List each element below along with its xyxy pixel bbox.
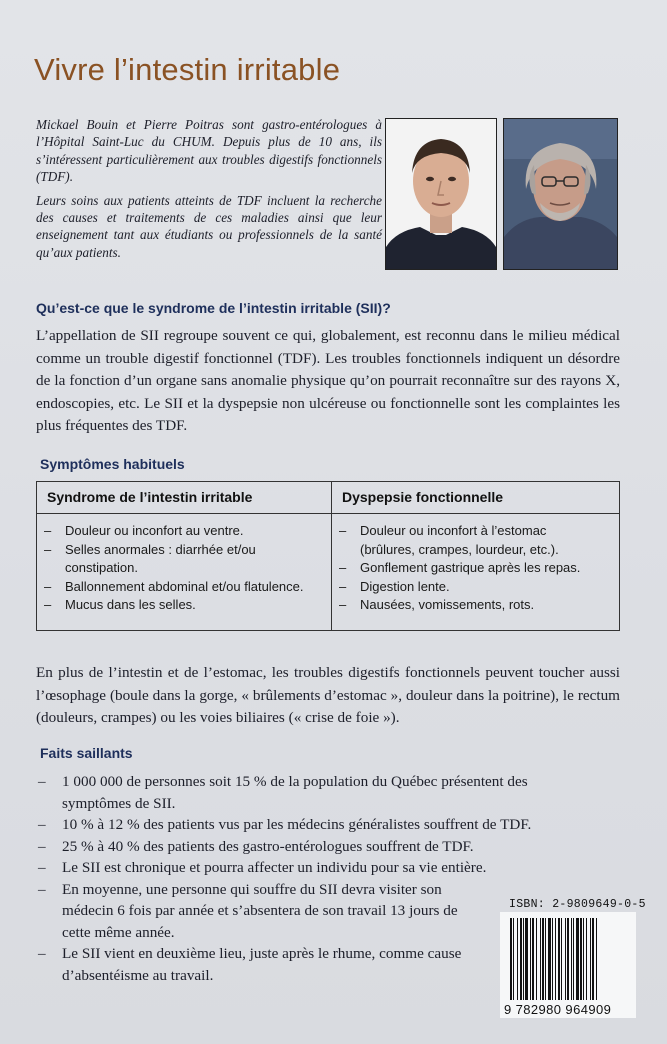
- list-item: – Digestion lente.: [332, 578, 619, 597]
- list-item: – Nausées, vomissements, rots.: [332, 596, 619, 615]
- column-header-dyspepsia: Dyspepsie fonctionnelle: [332, 482, 619, 514]
- barcode: [500, 912, 636, 1018]
- sii-symptom-list: [37, 522, 331, 615]
- list-item: – Le SII est chronique et pourra affecter un individu pour sa vie entière.: [36, 857, 556, 879]
- list-item: – 25 % à 40 % des patients des gastro-entérologues souffrent de TDF.: [36, 836, 556, 858]
- column-dyspepsia: [332, 482, 619, 630]
- column-header-sii: Syndrome de l’intestin irritable: [37, 482, 331, 514]
- author-photo-pierre-poitras: [503, 118, 618, 270]
- list-item: – Mucus dans les selles.: [37, 596, 331, 615]
- barcode-number: 9 782980 964909: [504, 1002, 612, 1017]
- portrait-1-image: [386, 119, 496, 269]
- facts-list: [36, 771, 556, 986]
- list-item: – Gonflement gastrique après les repas.: [332, 559, 619, 578]
- list-item: – 10 % à 12 % des patients vus par les médecins généralistes souffrent de TDF.: [36, 814, 556, 836]
- list-item: – En moyenne, une personne qui souffre du SII devra visiter son médecin 6 fois par année et s’absentera de son travail 13 jours de cette même année.: [36, 879, 472, 944]
- section-heading-sii: Qu’est-ce que le syndrome de l’intestin irritable (SII)?: [36, 300, 391, 316]
- bio-paragraph-1: Mickael Bouin et Pierre Poitras sont gastro-entérologues à l’Hôpital Saint-Luc du CHUM. Depuis plus de 10 ans, ils s’intéressent particulièrement aux troubles digestifs fonctionnels (TDF).: [36, 117, 382, 185]
- column-sii: [37, 482, 332, 630]
- list-item: – Ballonnement abdominal et/ou flatulence.: [37, 578, 331, 597]
- authors-bio: [36, 116, 382, 267]
- list-item: – Douleur ou inconfort au ventre.: [37, 522, 331, 541]
- portrait-2-image: [504, 119, 617, 269]
- barcode-bars: [508, 918, 628, 1000]
- list-item: – Selles anormales : diarrhée et/ou constipation.: [37, 541, 305, 578]
- list-item: – 1 000 000 de personnes soit 15 % de la population du Québec présentent des symptômes de SII.: [36, 771, 532, 814]
- sii-description: L’appellation de SII regroupe souvent ce qui, globalement, est reconnu dans le milieu médical comme un trouble digestif fonctionnel (TDF). Les troubles fonctionnels indiquent un désordre de la fonction d’un organe sans anomalie physique qu’on pourrait reconnaître sur des rayons X, endoscopies, etc. Le SII et la dyspepsie non ulcéreuse ou fonctionnelle sont les complaintes les plus fréquentes des TDF.: [36, 327, 620, 434]
- list-item: – Le SII vient en deuxième lieu, juste après le rhume, comme cause d’absentéisme au travail.: [36, 943, 482, 986]
- other-symptoms-paragraph: En plus de l’intestin et de l’estomac, les troubles digestifs fonctionnels peuvent toucher aussi l’œsophage (boule dans la gorge, « brûlements d’estomac », douleur dans la poitrine), le rectum (douleurs, crampes) ou les voies biliaires (« crise de foie »).: [36, 664, 620, 726]
- symptoms-table: [36, 481, 620, 631]
- author-photo-mickael-bouin: [385, 118, 497, 270]
- symptoms-heading: Symptômes habituels: [40, 456, 185, 472]
- isbn-label: ISBN: 2-9809649-0-5: [509, 898, 646, 911]
- bio-paragraph-2: Leurs soins aux patients atteints de TDF incluent la recherche des causes et traitements de ces maladies ainsi que leur enseignement tant aux étudiants ou professionnels de la santé qu’aux patients.: [36, 192, 382, 260]
- dyspepsia-symptom-list: [332, 522, 619, 615]
- list-item: – Douleur ou inconfort à l’estomac (brûlures, crampes, lourdeur, etc.).: [332, 522, 585, 559]
- facts-heading: Faits saillants: [40, 745, 133, 761]
- book-title: Vivre l’intestin irritable: [34, 52, 341, 87]
